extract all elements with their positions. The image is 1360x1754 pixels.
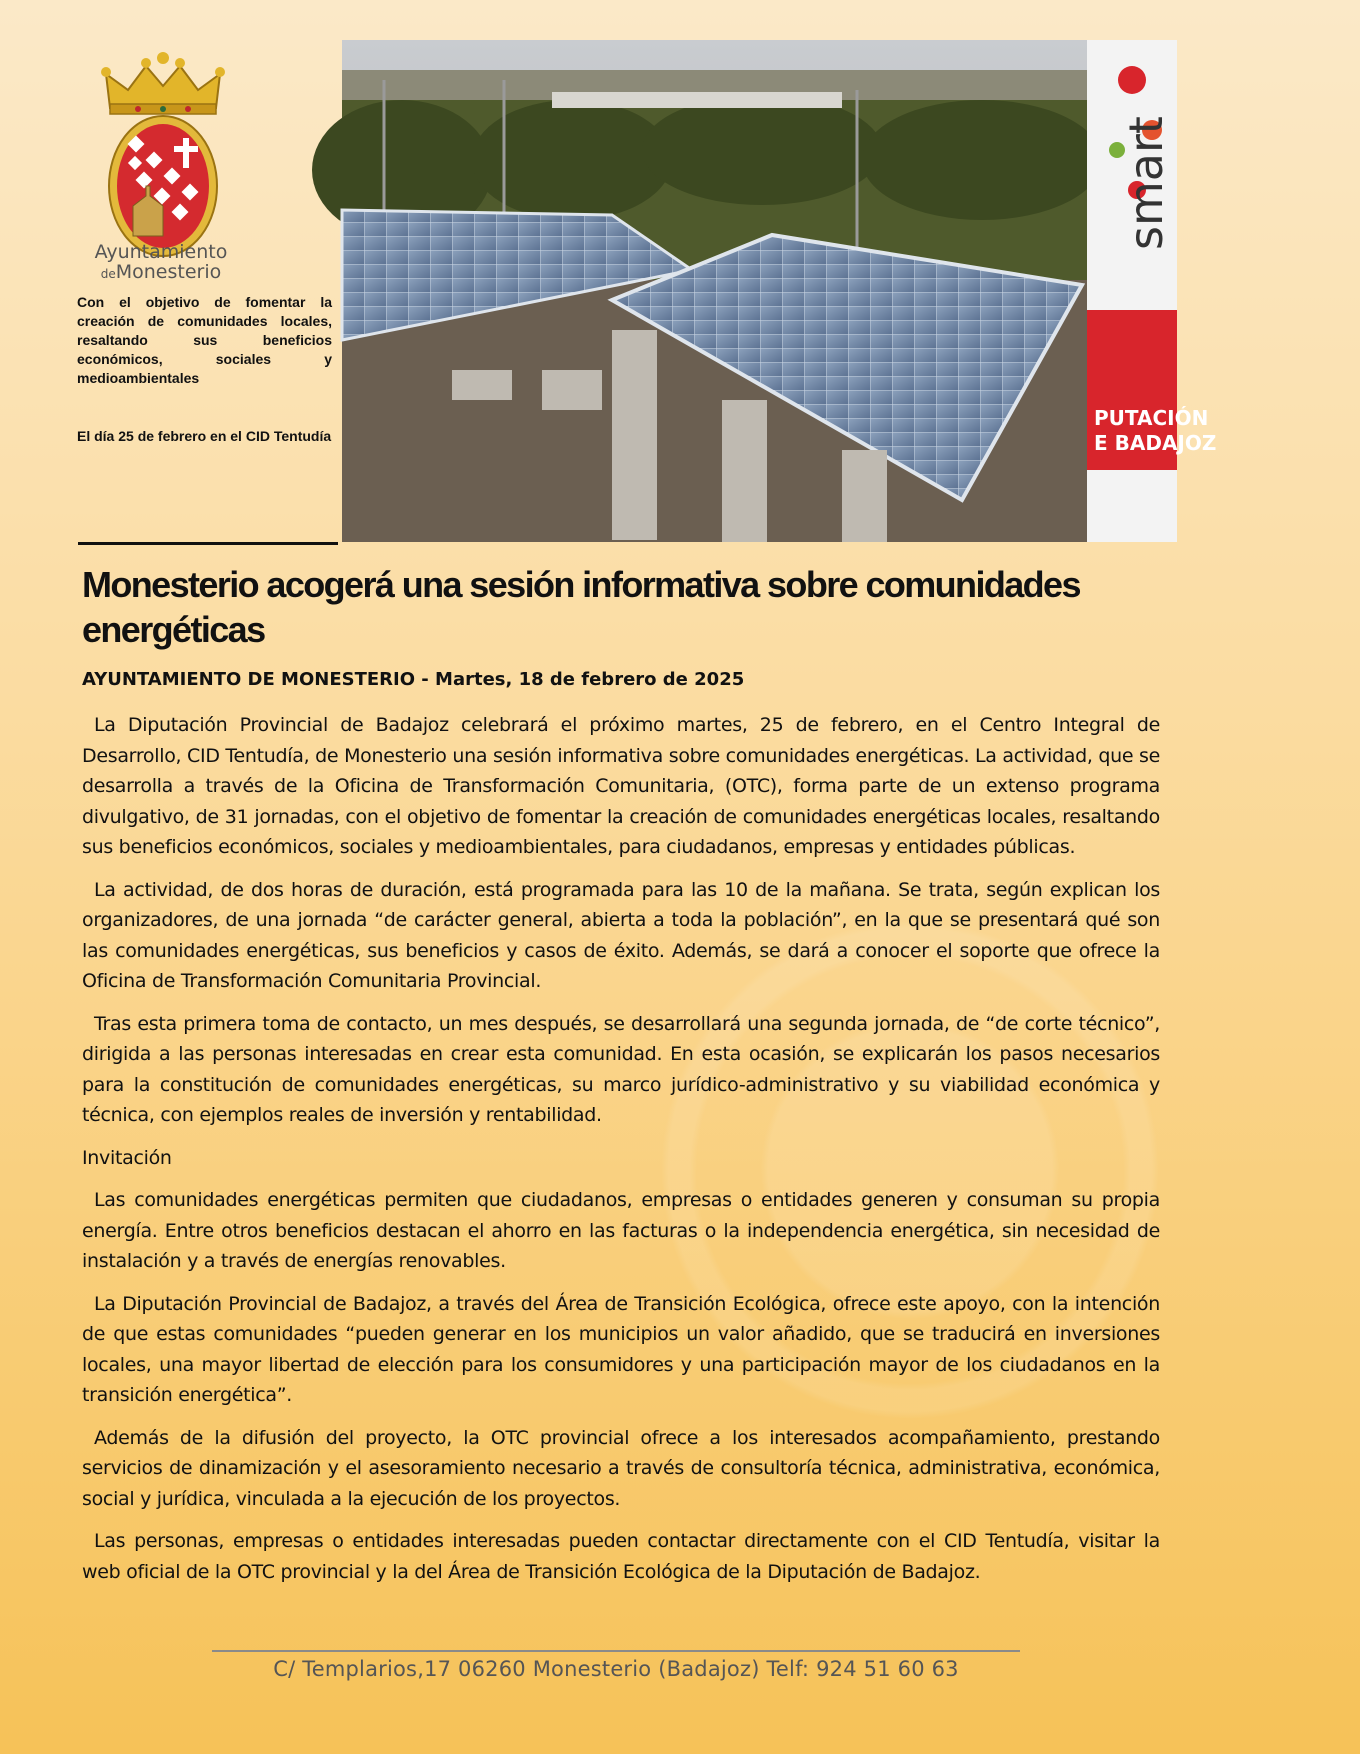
divider xyxy=(78,542,338,545)
footer-divider xyxy=(212,1650,1020,1652)
banner-text-bottom-2: E BADAJOZ xyxy=(1094,431,1217,455)
lead-summary: Con el objetivo de fomentar la creación de comunidades locales, resaltando sus beneficios económicos, sociales y medioambientales xyxy=(77,294,332,386)
article-body xyxy=(82,710,1160,1599)
logo-wordmark xyxy=(86,242,236,284)
paragraph-4: Las comunidades energéticas permiten que ciudadanos, empresas o entidades generen y consuman su propia energía. Entre otros beneficios destacan el ahorro en las facturas o la independencia energética, sin necesidad de instalación y a través de energías renovables. xyxy=(82,1189,1160,1272)
banner xyxy=(1087,40,1216,542)
event-note: El día 25 de febrero en el CID Tentudía xyxy=(77,428,332,444)
article-headline: Monesterio acogerá una sesión informativa sobre comunidades energéticas xyxy=(82,564,1080,650)
logo-text-prefix: de xyxy=(100,267,116,281)
subheading-invitacion: Invitación xyxy=(82,1146,172,1169)
logo-text-line1: Ayuntamiento xyxy=(94,241,228,263)
paragraph-1: La Diputación Provincial de Badajoz celebrará el próximo martes, 25 de febrero, en el Centro Integral de Desarrollo, CID Tentudía, de Monesterio una sesión informativa sobre comunidades energéticas. La actividad, que se desarrolla a través de la Oficina de Transformación Comunitaria, (OTC), forma parte de un extenso programa divulgativo, de 31 jornadas, con el objetivo de fomentar la creación de comunidades energéticas locales, resaltando sus beneficios económicos, sociales y medioambientales, para ciudadanos, empresas y entidades públicas. xyxy=(82,714,1160,858)
paragraph-5: La Diputación Provincial de Badajoz, a través del Área de Transición Ecológica, ofrece este apoyo, con la intención de que estas comunidades “pueden generar en los municipios un valor añadido, que se traducirá en inversiones locales, una mayor libertad de elección para los consumidores y una participación mayor de los ciudadanos en la transición energética”. xyxy=(82,1292,1160,1406)
crown-icon xyxy=(101,52,225,114)
logo-text-line2 xyxy=(86,262,236,284)
banner-text-top: smart xyxy=(1119,116,1173,250)
paragraph-7: Las personas, empresas o entidades interesadas pueden contactar directamente con el CID Tentudía, visitar la web oficial de la OTC provincial y la del Área de Transición Ecológica de la Diputación de Badajoz. xyxy=(82,1530,1160,1583)
article-byline: AYUNTAMIENTO DE MONESTERIO - Martes, 18 de febrero de 2025 xyxy=(82,669,745,690)
paragraph-2: La actividad, de dos horas de duración, está programada para las 10 de la mañana. Se trata, según explican los organizadores, de una jornada “de carácter general, abierta a toda la población”, en la que se presentará qué son las comunidades energéticas, sus beneficios y casos de éxito. Además, se dará a conocer el soporte que ofrece la Oficina de Transformación Comunitaria Provincial. xyxy=(82,878,1160,992)
banner-text-bottom-1: PUTACIÓN xyxy=(1094,406,1209,430)
logo-text-name: Monesterio xyxy=(115,261,222,283)
footer-address: C/ Templarios,17 06260 Monesterio (Badajoz) Telf: 924 51 60 63 xyxy=(273,1657,959,1681)
paragraph-6: Además de la difusión del proyecto, la OTC provincial ofrece a los interesados acompañamiento, prestando servicios de dinamización y el asesoramiento necesario a través de consultoría técnica, administrativa, económica, social y jurídica, vinculada a la ejecución de los proyectos. xyxy=(82,1426,1160,1510)
shield-icon xyxy=(109,116,217,256)
paragraph-3: Tras esta primera toma de contacto, un mes después, se desarrollará una segunda jornada, de “de corte técnico”, dirigida a las personas interesadas en crear esta comunidad. En esta ocasión, se explicarán los pasos necesarios para la constitución de comunidades energéticas, su marco jurídico-administrativo y su viabilidad económica y técnica, con ejemplos reales de inversión y rentabilidad. xyxy=(82,1012,1160,1126)
solar-panels-photo xyxy=(342,40,1217,542)
